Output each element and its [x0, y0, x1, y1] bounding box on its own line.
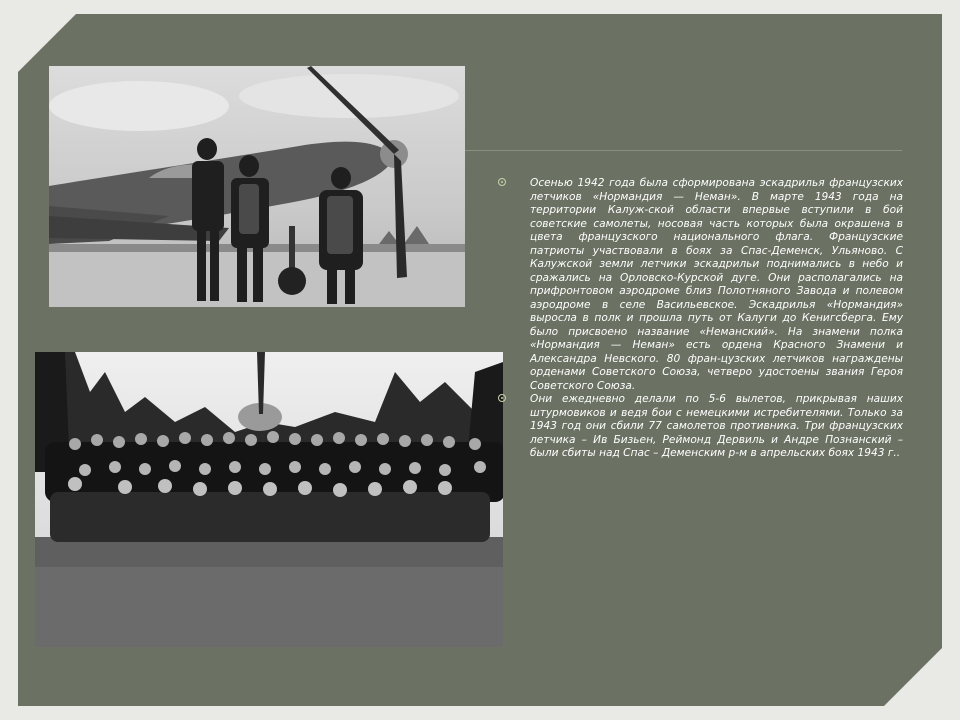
title-divider-line: [465, 150, 902, 151]
history-text: [498, 177, 903, 461]
paragraph-2: [498, 393, 903, 461]
pilots-with-fighter-plane-photo: [49, 66, 465, 307]
circle-bullet-icon: [498, 394, 506, 402]
corner-notch-top-left: [18, 14, 76, 72]
paragraph-1-text: Осенью 1942 года была сформирована эскадрилья французских летчиков «Нормандия — Неман». В марте 1943 года на территории Калуж-ской области впервые вступили в бой советские самолеты, носовая часть которых была окрашена в цвета французского национального флага. Французские патриоты участвовали в боях за Спас-Деменск, Ульяново. С Калужской земли летчики эскадрильи поднимались в небо и сражались на Орловско-Курской дуге. Они располагались на прифронтовом аэродроме близ Полотняного Завода и полевом аэродроме в селе Васильевское. Эскадрилья «Нормандия» выросла в полк и прошла путь от Калуги до Кенигсберга. Ему было присвоено название «Неманский». На знамени полка «Нормандия — Неман» есть ордена Красного Знамени и Александра Невского. 80 фран-цузских летчиков награждены орденами Советского Союза, четверо удостоены звания Героя Советского Союза.: [530, 177, 903, 392]
regiment-group-photo: [35, 352, 503, 647]
paragraph-1: [498, 177, 903, 393]
paragraph-2-text: Они ежедневно делали по 5-6 вылетов, прикрывая наших штурмовиков и ведя бои с немецкими истребителями. Только за 1943 год они сбили 77 самолетов противника. Три французских летчика – Ив Бизьен, Реймонд Дервиль и Андре Познанский – были сбиты над Спас – Деменским р-м в апрельских боях 1943 г..: [530, 393, 903, 459]
corner-notch-bottom-right: [884, 648, 942, 706]
circle-bullet-icon: [498, 178, 506, 186]
